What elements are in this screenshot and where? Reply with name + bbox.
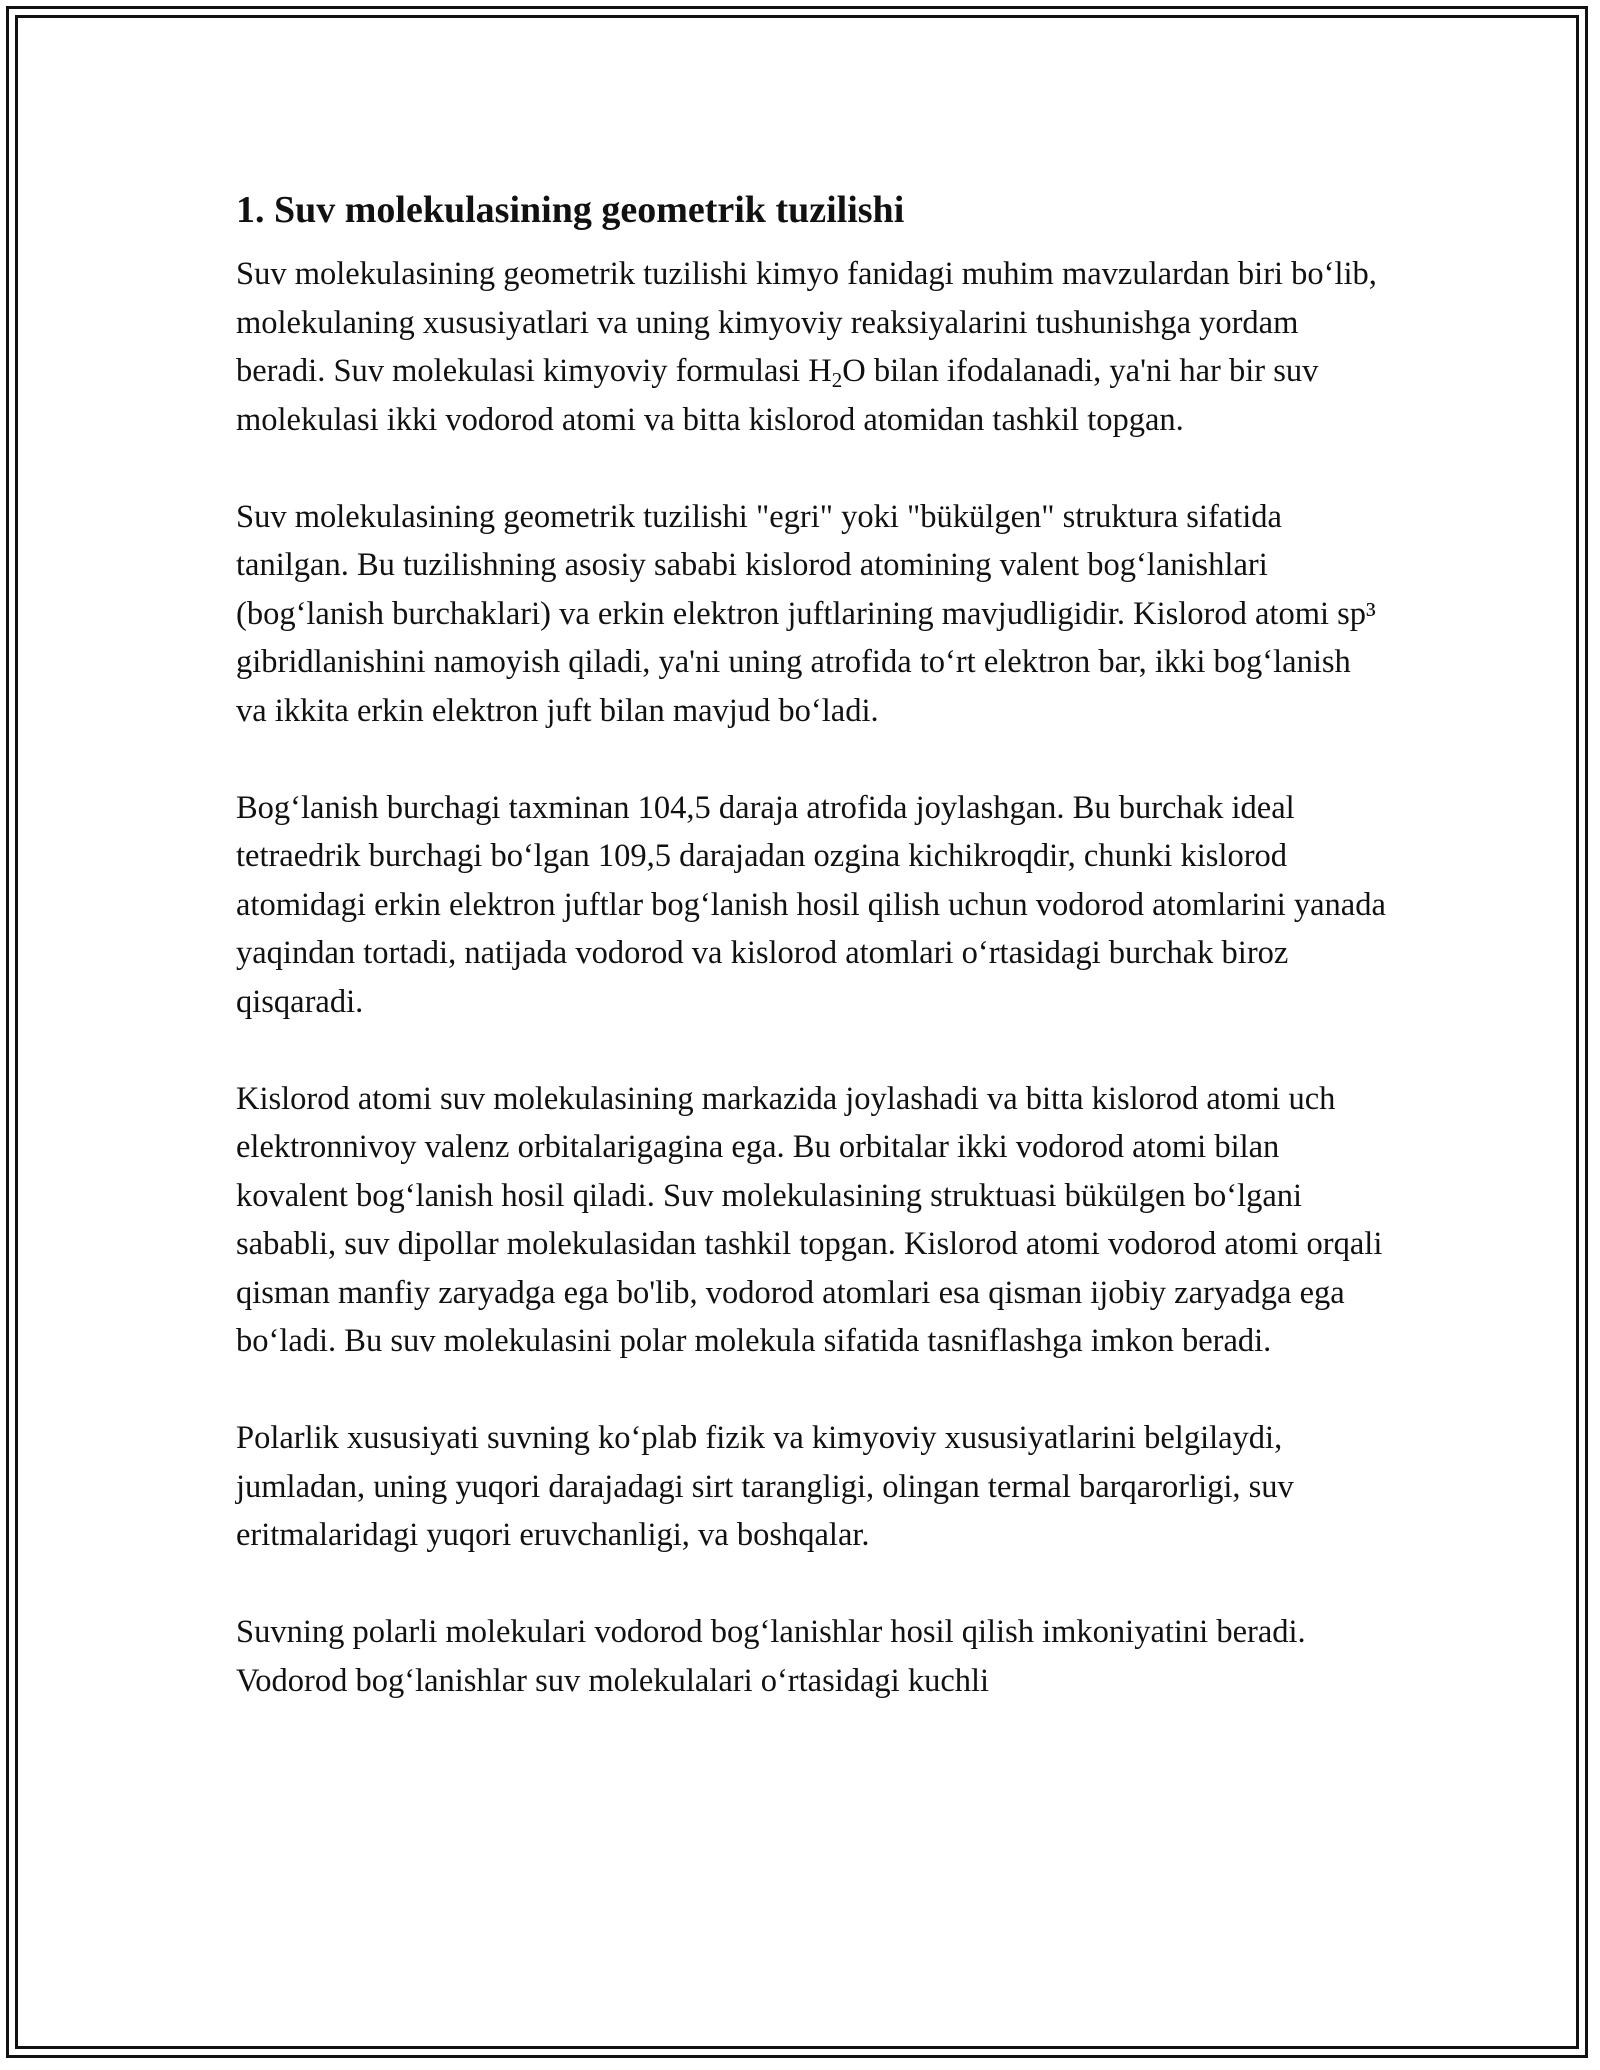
formula-subscript: 2: [831, 368, 843, 392]
document-body: [236, 186, 1386, 1754]
paragraph-bond-angle: Bog‘lanish burchagi taxminan 104,5 daraja atrofida joylashgan. Bu burchak ideal tetraedrik burchagi bo‘lgan 109,5 darajadan ozgina kichikroqdir, chunki kislorod atomidagi erkin elektron juftlar bog‘lanish hosil qilish uchun vodorod atomlarini yanada yaqindan tortadi, natijada vodorod va kislorod atomlari o‘rtasidagi burchak biroz qisqaradi.: [236, 789, 1386, 1020]
paragraph-oxygen-atom: Kislorod atomi suv molekulasining markazida joylashadi va bitta kislorod atomi uch elektronnivoy valenz orbitalarigagina ega. Bu orbitalar ikki vodorod atomi bilan kovalent bog‘lanish hosil qiladi. Suv molekulasining struktuasi bükülgen bo‘lgani sababli, suv dipollar molekulasidan tashkil topgan. Kislorod atomi vodorod atomi orqali qisman manfiy zaryadga ega bo'lib, vodorod atomlari esa qisman ijobiy zaryadga ega bo‘ladi. Bu suv molekulasini polar molekula sifatida tasniflashga imkon beradi.: [236, 1080, 1383, 1359]
paragraph-hydrogen-bonds: Suvning polarli molekulari vodorod bog‘lanishlar hosil qilish imkoniyatini beradi. Vodorod bog‘lanishlar suv molekulalari o‘rtasidagi kuchli: [236, 1614, 1306, 1699]
paragraph-structure: Suv molekulasining geometrik tuzilishi "egri" yoki "bükülgen" struktura sifatida tanilgan. Bu tuzilishning asosiy sababi kislorod atomining valent bog‘lanishlari (bog‘lanish burchaklari) va erkin elektron juftlarining mavjudligidir. Kislorod atomi sp³ gibridlanishini namoyish qiladi, ya'ni uning atrofida to‘rt elektron bar, ikki bog‘lanish va ikkita erkin elektron juft bilan mavjud bo‘ladi.: [236, 498, 1376, 729]
paragraph-intro: [236, 250, 1386, 444]
section-heading: 1. Suv molekulasining geometrik tuzilishi: [236, 189, 905, 231]
paragraph-intro-text-end: O bilan ifodalanadi, ya'ni har bir suv molekulasi ikki vodorod atomi va bitta kislorod atomidan tashkil topgan.: [236, 353, 1319, 438]
paragraph-polarity: Polarlik xususiyati suvning ko‘plab fizik va kimyoviy xususiyatlarini belgilaydi, jumladan, uning yuqori darajadagi sirt tarangligi, olingan termal barqarorligi, suv eritmalaridagi yuqori eruvchanligi, va boshqalar.: [236, 1420, 1294, 1553]
paragraph-intro-text-start: Suv molekulasining geometrik tuzilishi kimyo fanidagi muhim mavzulardan biri bo‘lib, molekulaning xususiyatlari va uning kimyoviy reaksiyalarini tushunishga yordam beradi. Suv molekulasi kimyoviy formulasi H: [236, 256, 1377, 389]
